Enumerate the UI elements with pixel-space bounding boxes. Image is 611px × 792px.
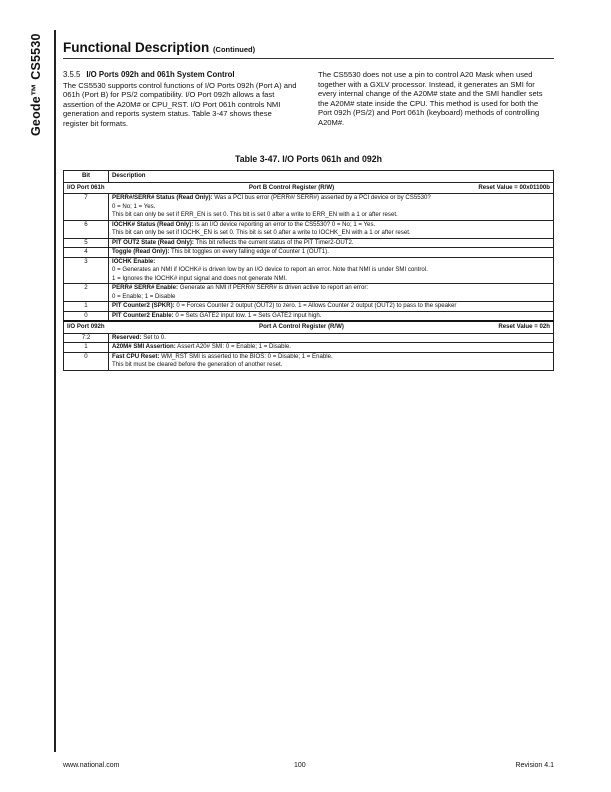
- description-extra-line: 1 = Ignores the IOCHK# input signal and does not generate NMI.: [112, 274, 287, 282]
- register-port: I/O Port 092h: [67, 323, 105, 330]
- description-cell: [109, 302, 554, 312]
- description-cell: [109, 194, 554, 221]
- field-text: Generate an NMI if PERR#/ SERR# is driven active to report an error:: [179, 284, 369, 291]
- field-text: 0 = Forces Counter 2 output (OUT2) to zero. 1 = Allows Counter 2 output (OUT2) to pass to the speaker: [176, 302, 457, 309]
- description-first-line: [112, 343, 550, 352]
- description-first-line: [112, 239, 550, 248]
- table-row: [64, 238, 554, 248]
- description-first-line: [112, 312, 550, 321]
- description-first-line: [112, 258, 550, 267]
- page-title-text: Functional Description: [63, 40, 210, 55]
- table-row: [64, 257, 554, 284]
- register-group-header: [67, 323, 550, 332]
- field-name: Reserved:: [112, 333, 142, 341]
- table-row: [64, 343, 554, 353]
- header-bit: Bit: [64, 171, 109, 183]
- section-heading: [63, 70, 299, 80]
- field-text: WM_RST SMI is asserted to the BIOS: 0 = Disable; 1 = Enable.: [161, 352, 333, 360]
- section-title: I/O Ports 092h and 061h System Control: [86, 70, 235, 79]
- bit-cell: 0: [64, 311, 109, 321]
- footer-website: www.national.com: [63, 762, 120, 769]
- side-product-title: [29, 33, 45, 136]
- description-extra-line: 0 = Enable; 1 = Disable: [112, 292, 176, 300]
- side-product-title-text: Geode™ CS5530: [29, 33, 43, 136]
- register-reset-value: Reset Value = 00x01100b: [478, 183, 550, 191]
- description-cell: [109, 257, 554, 284]
- field-name: Toggle (Read Only):: [112, 248, 170, 255]
- description-extra-line: This bit must be cleared before the generation of another reset.: [112, 361, 283, 368]
- description-extra-line: This bit can only be set if ERR_EN is set 0. This bit is set 0 after a write to ERR_EN with a 1 or after reset.: [112, 211, 398, 218]
- table-row: [64, 302, 554, 312]
- bit-cell: 6: [64, 220, 109, 238]
- margin-rule: [54, 30, 56, 752]
- field-name: PIT OUT2 State (Read Only):: [112, 238, 194, 246]
- description-first-line: [112, 284, 550, 293]
- footer-revision: Revision 4.1: [515, 762, 554, 769]
- description-cell: [109, 333, 554, 343]
- field-name: IOCHK Enable:: [112, 257, 156, 265]
- right-column: [318, 70, 554, 128]
- bit-cell: 4: [64, 248, 109, 258]
- field-name: IOCHK# Status (Read Only):: [112, 220, 194, 228]
- table-row: [64, 284, 554, 302]
- table-row: [64, 220, 554, 238]
- page-title-suffix: (Continued): [213, 45, 256, 54]
- bit-cell: 7:2: [64, 333, 109, 343]
- table-caption: Table 3-47. I/O Ports 061h and 092h: [235, 154, 382, 164]
- bit-cell: 5: [64, 238, 109, 248]
- table-row: [64, 311, 554, 321]
- left-paragraph: The CS5530 supports control functions of I/O Ports 092h (Port A) and 061h (Port B) for PS/2 compatibility. I/O Port 092h allows a fast assertion of the A20M# or CPU_RST. I/O Port 061h controls NMI generation and reports system status. Table 3-47 shows these register bit formats.: [63, 80, 297, 128]
- description-cell: [109, 220, 554, 238]
- footer-page-number: 100: [294, 762, 306, 769]
- description-cell: [109, 311, 554, 321]
- register-port: I/O Port 061h: [67, 183, 105, 191]
- description-extra-line: This bit can only be set if IOCHK_EN is set 0. This bit is set 0 after a write to IOCHK_EN with a 1 or after reset.: [112, 229, 411, 236]
- field-text: This bit toggles on every falling edge of Counter 1 (OUT1).: [171, 248, 329, 255]
- description-extra-line: 0 = Generates an NMI if IOCHK# is driven low by an I/O device to report an error. Note that NMI is under SMI control.: [112, 266, 428, 273]
- field-text: 0 = Sets GATE2 input low. 1 = Sets GATE2 input high.: [175, 311, 322, 319]
- heading-divider: [63, 58, 554, 59]
- register-group-cell: [64, 182, 554, 194]
- field-text: Assert A20# SMI: 0 = Enable; 1 = Disable.: [177, 343, 291, 350]
- field-text: This bit reflects the current status of the PIT Timer2-OUT2.: [195, 238, 354, 246]
- bit-cell: 3: [64, 257, 109, 284]
- description-first-line: [112, 248, 550, 257]
- description-first-line: [112, 334, 550, 343]
- page-title: [63, 40, 255, 55]
- bit-cell: 2: [64, 284, 109, 302]
- description-cell: [109, 238, 554, 248]
- field-name: Fast CPU Reset:: [112, 352, 160, 360]
- table-row: [64, 248, 554, 258]
- bit-cell: 7: [64, 194, 109, 221]
- register-table: [63, 170, 554, 371]
- description-first-line: [112, 302, 550, 311]
- table-header-row: [64, 171, 554, 183]
- description-first-line: [112, 353, 550, 362]
- field-name: PIT Counter2 (SPKR):: [112, 302, 175, 309]
- register-group-header: [67, 184, 550, 193]
- description-cell: [109, 352, 554, 370]
- section-number: 3.5.5: [63, 70, 81, 79]
- table-row: [64, 352, 554, 370]
- field-name: PIT Counter2 Enable:: [112, 311, 174, 319]
- register-name: Port B Control Register (R/W): [248, 183, 335, 191]
- header-description: Description: [109, 171, 554, 183]
- bit-cell: 1: [64, 302, 109, 312]
- field-text: Is an I/O device reporting an error to the CS5530? 0 = No; 1 = Yes.: [194, 220, 376, 228]
- right-paragraph: The CS5530 does not use a pin to control A20 Mask when used together with a GXLV processor. Instead, it generates an SMI for every internal change of the A20M# state and the SMI handler sets the A20M# state inside the CPU. This method is used for both the Port 092h (PS/2) and Port 061h (keyboard) methods of controlling A20M#.: [318, 70, 543, 127]
- register-group-cell: [64, 321, 554, 333]
- table-row: [64, 194, 554, 221]
- field-name: PERR# SERR# Enable:: [112, 284, 179, 291]
- description-first-line: [112, 194, 550, 203]
- table-row: [64, 333, 554, 343]
- description-cell: [109, 343, 554, 353]
- description-first-line: [112, 221, 550, 230]
- description-extra-line: 0 = No; 1 = Yes.: [112, 202, 156, 210]
- bit-cell: 1: [64, 343, 109, 353]
- field-name: PERR#/SERR# Status (Read Only):: [112, 194, 213, 201]
- left-column: [63, 70, 299, 129]
- description-cell: [109, 248, 554, 258]
- register-reset-value: Reset Value = 02h: [498, 323, 550, 330]
- field-text: Set to 0.: [143, 333, 166, 341]
- description-cell: [109, 284, 554, 302]
- field-name: A20M# SMI Assertion:: [112, 343, 176, 350]
- bit-cell: 0: [64, 352, 109, 370]
- register-name: Port A Control Register (R/W): [259, 323, 344, 330]
- field-text: Was a PCI bus error (PERR#/ SERR#) asserted by a PCI device or by CS5530?: [214, 194, 431, 201]
- register-group-row: [64, 182, 554, 194]
- register-group-row: [64, 321, 554, 333]
